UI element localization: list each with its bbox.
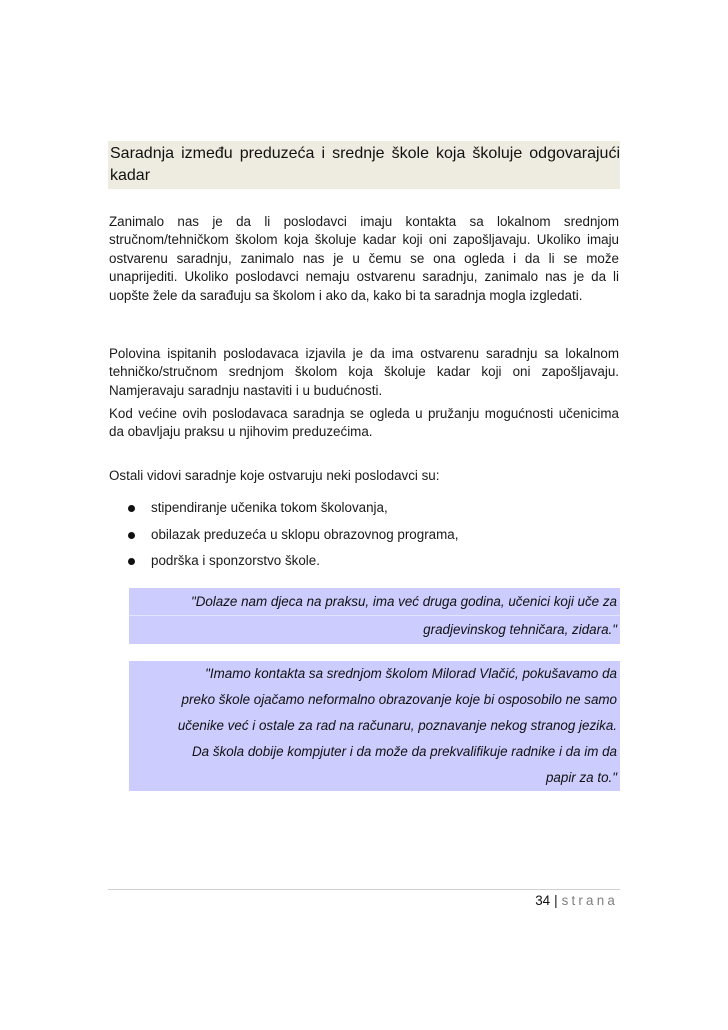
bullet-icon: [128, 505, 135, 512]
page-word: strana: [561, 893, 618, 908]
cooperation-forms-list: [125, 495, 605, 575]
quote-line: "Dolaze nam djeca na praksu, ima već druga godina, učenici koji uče za: [190, 594, 617, 609]
footer-separator: |: [554, 893, 558, 908]
list-item-text: stipendiranje učenika tokom školovanja,: [151, 500, 388, 515]
intro-paragraph: Zanimalo nas je da li poslodavci imaju kontakta sa lokalnom srednjom stručnom/tehničkom školom koja školuje kadar koji oni zapošljavaju. Ukoliko imaju ostvarenu saradnju, zanimalo nas je u čemu se ona ogleda i da li se može unaprijediti. Ukoliko poslodavci nemaju ostvarenu saradnju, zanimalo nas je da li uopšte žele da sarađuju sa školom i ako da, kako bi ta saradnja mogla izgledati.: [109, 214, 619, 303]
list-item: [125, 495, 605, 522]
page-number: 34: [535, 893, 551, 908]
quote-line: Da škola dobije kompjuter i da može da prekvalifikuje radnike i da im da: [192, 744, 617, 759]
quote-box-first: [129, 588, 620, 644]
quote-line: "Imamo kontakta sa srednjom školom Milorad Vlačić, pokušavamo da: [205, 666, 617, 681]
practice-paragraph: Kod većine ovih poslodavaca saradnja se ogleda u pružanju mogućnosti učenicima da obavljaju praksu u njihovim preduzećima.: [109, 406, 619, 440]
quote-line: učenike već i ostale za rad na računaru, poznavanje nekog stranog jezika.: [177, 718, 617, 733]
quote-box-second: [129, 661, 620, 791]
quote-line: papir za to.": [545, 770, 617, 785]
quote-line: gradjevinskog tehničara, zidara.": [423, 622, 617, 637]
other-forms-paragraph: Ostali vidovi saradnje koje ostvaruju neki poslodavci su:: [109, 468, 440, 483]
section-heading: Saradnja između preduzeća i srednje škole koja školuje odgovarajući kadar: [108, 141, 620, 189]
footer-divider: [108, 889, 620, 890]
list-item: [125, 548, 605, 575]
bullet-icon: [128, 558, 135, 565]
quote-line: preko škole ojačamo neformalno obrazovanje koje bi osposobilo ne samo: [181, 692, 617, 707]
cooperation-paragraph: Polovina ispitanih poslodavaca izjavila je da ima ostvarenu saradnju sa lokalnom tehničko/stručnom srednjom školom koja školuje kadar koji oni zapošljavaju. Namjeravaju saradnju nastaviti i u budućnosti.: [109, 346, 619, 398]
list-item-text: obilazak preduzeća u sklopu obrazovnog programa,: [151, 526, 459, 542]
list-item: [125, 522, 605, 549]
page-footer: [535, 893, 618, 908]
quote-divider: [129, 615, 620, 616]
list-item-text: podrška i sponzorstvo škole.: [151, 553, 320, 568]
bullet-icon: [128, 532, 135, 539]
